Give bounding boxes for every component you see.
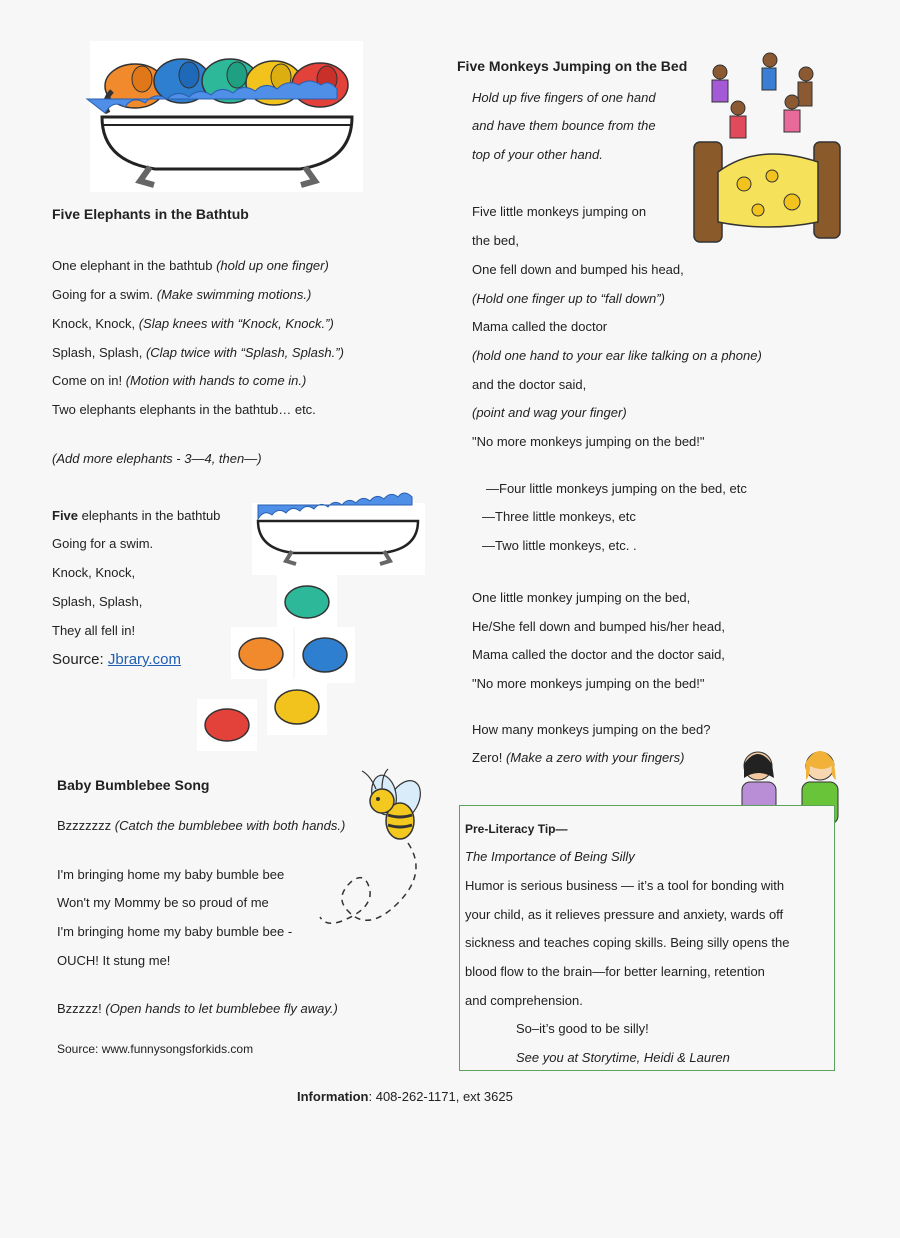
verse-line: [52, 257, 329, 275]
lyric-text: Splash, Splash,: [52, 345, 146, 360]
action-text: (hold up one finger): [216, 258, 329, 273]
verse-line: I'm bringing home my baby bumble bee -: [57, 924, 293, 939]
verse-line: He/She fell down and bumped his/her head,: [472, 619, 725, 634]
action-text: (Slap knees with “Knock, Knock.”): [138, 316, 334, 331]
elephants-source: [52, 651, 181, 669]
small-bathtub-illustration: [252, 503, 425, 575]
monkeys-intro-line: and have them bounce from the: [472, 118, 656, 133]
verse-line: (hold one hand to your ear like talking on a phone): [472, 348, 762, 363]
bumblebee-title: Baby Bumblebee Song: [57, 777, 210, 793]
action-text: (Motion with hands to come in.): [125, 373, 307, 388]
bumblebee-outro: [57, 1000, 338, 1018]
verse-line: [52, 315, 334, 333]
footer-phone: : 408-262-1171, ext 3625: [368, 1089, 513, 1104]
lyric-text: Bzzzzz!: [57, 1001, 106, 1016]
monkeys-intro-line: Hold up five fingers of one hand: [472, 90, 656, 105]
lyric-text: Bzzzzzzz: [57, 818, 115, 833]
verse-line: I'm bringing home my baby bumble bee: [57, 867, 285, 882]
verse-line: Splash, Splash,: [52, 594, 143, 609]
tip-body-line: Humor is serious business — it’s a tool for bonding with: [465, 878, 785, 893]
lyric-text: Come on in!: [52, 373, 126, 388]
countdown-line: —Two little monkeys, etc. .: [482, 538, 637, 553]
elephants-note: (Add more elephants - 3—4, then—): [52, 451, 262, 466]
falling-elephants-illustration: [195, 575, 375, 755]
monkeys-bed-illustration: [688, 52, 848, 252]
monkeys-title: Five Monkeys Jumping on the Bed: [457, 58, 688, 74]
verse-line: Five little monkeys jumping on: [472, 204, 647, 219]
tip-closing: So–it’s good to be silly!: [516, 1021, 649, 1036]
verse-line: Mama called the doctor and the doctor said,: [472, 647, 725, 662]
bold-word: Five: [52, 508, 79, 523]
action-text: (Make swimming motions.): [156, 287, 312, 302]
verse-line: OUCH! It stung me!: [57, 953, 171, 968]
monkeys-answer: [472, 749, 684, 767]
tip-body-line: your child, as it relieves pressure and anxiety, wards off: [465, 907, 784, 922]
verse-line: the bed,: [472, 233, 519, 248]
verse-line: (point and wag your finger): [472, 405, 627, 420]
bumblebee-illustration: [312, 765, 432, 935]
countdown-line: —Four little monkeys jumping on the bed, etc: [486, 481, 747, 496]
tip-body-line: and comprehension.: [465, 993, 583, 1008]
verse-line: "No more monkeys jumping on the bed!": [472, 676, 705, 691]
tip-body-line: sickness and teaches coping skills. Being silly opens the: [465, 935, 790, 950]
footer-info: [297, 1088, 513, 1106]
verse-line: Going for a swim.: [52, 536, 154, 551]
lyric-text: Knock, Knock,: [52, 316, 139, 331]
bumblebee-intro: [57, 817, 345, 835]
action-text: (Open hands to let bumblebee fly away.): [105, 1001, 338, 1016]
verse-line: "No more monkeys jumping on the bed!": [472, 434, 705, 449]
verse-line: Mama called the doctor: [472, 319, 608, 334]
tip-body-line: blood flow to the brain—for better learning, retention: [465, 964, 765, 979]
monkeys-intro-line: top of your other hand.: [472, 147, 603, 162]
verse-line: [52, 344, 344, 362]
action-text: (Clap twice with “Splash, Splash.”): [145, 345, 344, 360]
verse-line: They all fell in!: [52, 623, 136, 638]
lyric-text: One elephant in the bathtub: [52, 258, 217, 273]
lyric-text: Zero!: [472, 750, 506, 765]
action-text: (Catch the bumblebee with both hands.): [114, 818, 346, 833]
tip-title: Pre-Literacy Tip—: [465, 822, 568, 836]
tip-subtitle: The Importance of Being Silly: [465, 849, 635, 864]
tip-signature: See you at Storytime, Heidi & Lauren: [516, 1050, 730, 1065]
monkeys-question: How many monkeys jumping on the bed?: [472, 722, 711, 737]
lyric-text: Going for a swim.: [52, 287, 157, 302]
verse-line: [52, 401, 316, 419]
verse-line: [52, 372, 306, 390]
verse-line: Won't my Mommy be so proud of me: [57, 895, 269, 910]
source-link[interactable]: Jbrary.com: [107, 651, 181, 668]
source-label: Source:: [52, 651, 108, 668]
verse-line: One fell down and bumped his head,: [472, 262, 684, 277]
verse-line: One little monkey jumping on the bed,: [472, 590, 691, 605]
footer-label: Information: [297, 1089, 369, 1104]
lyric-text: Two elephants elephants in the bathtub… etc.: [52, 402, 316, 417]
countdown-line: —Three little monkeys, etc: [482, 509, 636, 524]
bumblebee-source: Source: www.funnysongsforkids.com: [57, 1042, 254, 1056]
verse-line: (Hold one finger up to “fall down”): [472, 291, 665, 306]
verse-line: and the doctor said,: [472, 377, 587, 392]
action-text: (Make a zero with your fingers): [505, 750, 685, 765]
verse-line: [52, 286, 311, 304]
lyric-text: elephants in the bathtub: [78, 508, 221, 523]
verse-line: Knock, Knock,: [52, 565, 136, 580]
bathtub-illustration: [90, 41, 363, 192]
elephants-title: Five Elephants in the Bathtub: [52, 206, 249, 222]
elephants-final-first: [52, 507, 220, 525]
